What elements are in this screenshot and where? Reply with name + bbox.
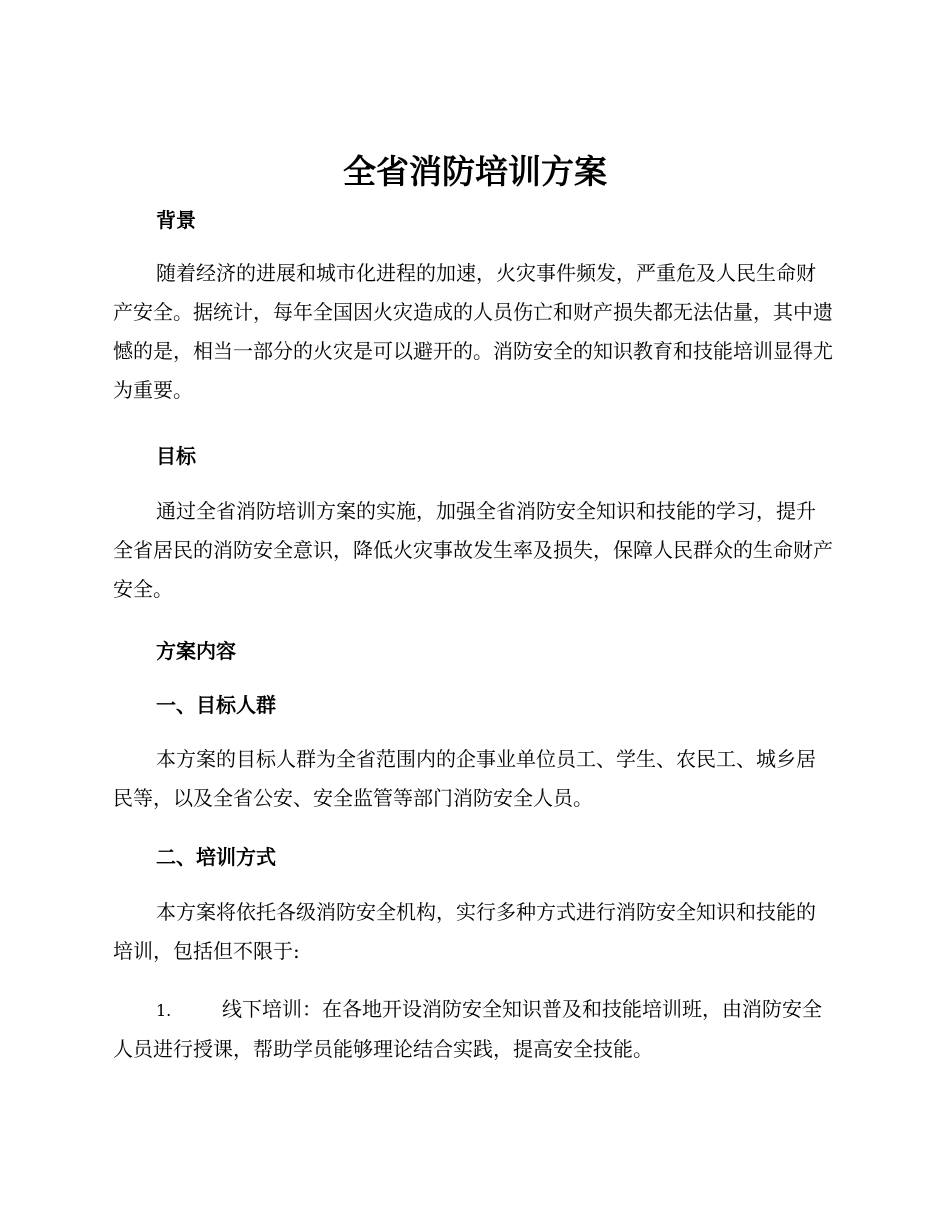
section-heading-goal: 目标 bbox=[156, 444, 196, 468]
training-method-paragraph: 本方案将依托各级消防安全机构，实行多种方式进行消防安全知识和技能的培训，包括但不限于: bbox=[113, 900, 816, 963]
section-heading-target-group: 一、目标人群 bbox=[156, 693, 276, 717]
goal-paragraph: 通过全省消防培训方案的实施，加强全省消防安全知识和技能的学习，提升全省居民的消防安全意识，降低火灾事故发生率及损失，保障人民群众的生命财产安全。 bbox=[113, 499, 833, 601]
target-group-paragraph: 本方案的目标人群为全省范围内的企事业单位员工、学生、农民工、城乡居民等，以及全省公安、安全监管等部门消防安全人员。 bbox=[113, 747, 816, 810]
list-item-number: 1. bbox=[156, 1001, 172, 1020]
section-heading-background: 背景 bbox=[156, 208, 196, 232]
section-heading-training-method: 二、培训方式 bbox=[156, 845, 276, 869]
background-paragraph: 随着经济的进展和城市化进程的加速，火灾事件频发，严重危及人民生命财产安全。据统计，每年全国因火灾造成的人员伤亡和财产损失都无法估量，其中遗憾的是，相当一部分的火灾是可以避开的。消防安全的知识教育和技能培训显得尤为重要。 bbox=[113, 261, 833, 402]
section-heading-content: 方案内容 bbox=[156, 639, 236, 663]
list-item bbox=[113, 990, 833, 1069]
list-item-text: 线下培训：在各地开设消防安全知识普及和技能培训班，由消防安全人员进行授课，帮助学员能够理论结合实践，提高安全技能。 bbox=[113, 997, 822, 1061]
document-title: 全省消防培训方案 bbox=[343, 152, 607, 191]
